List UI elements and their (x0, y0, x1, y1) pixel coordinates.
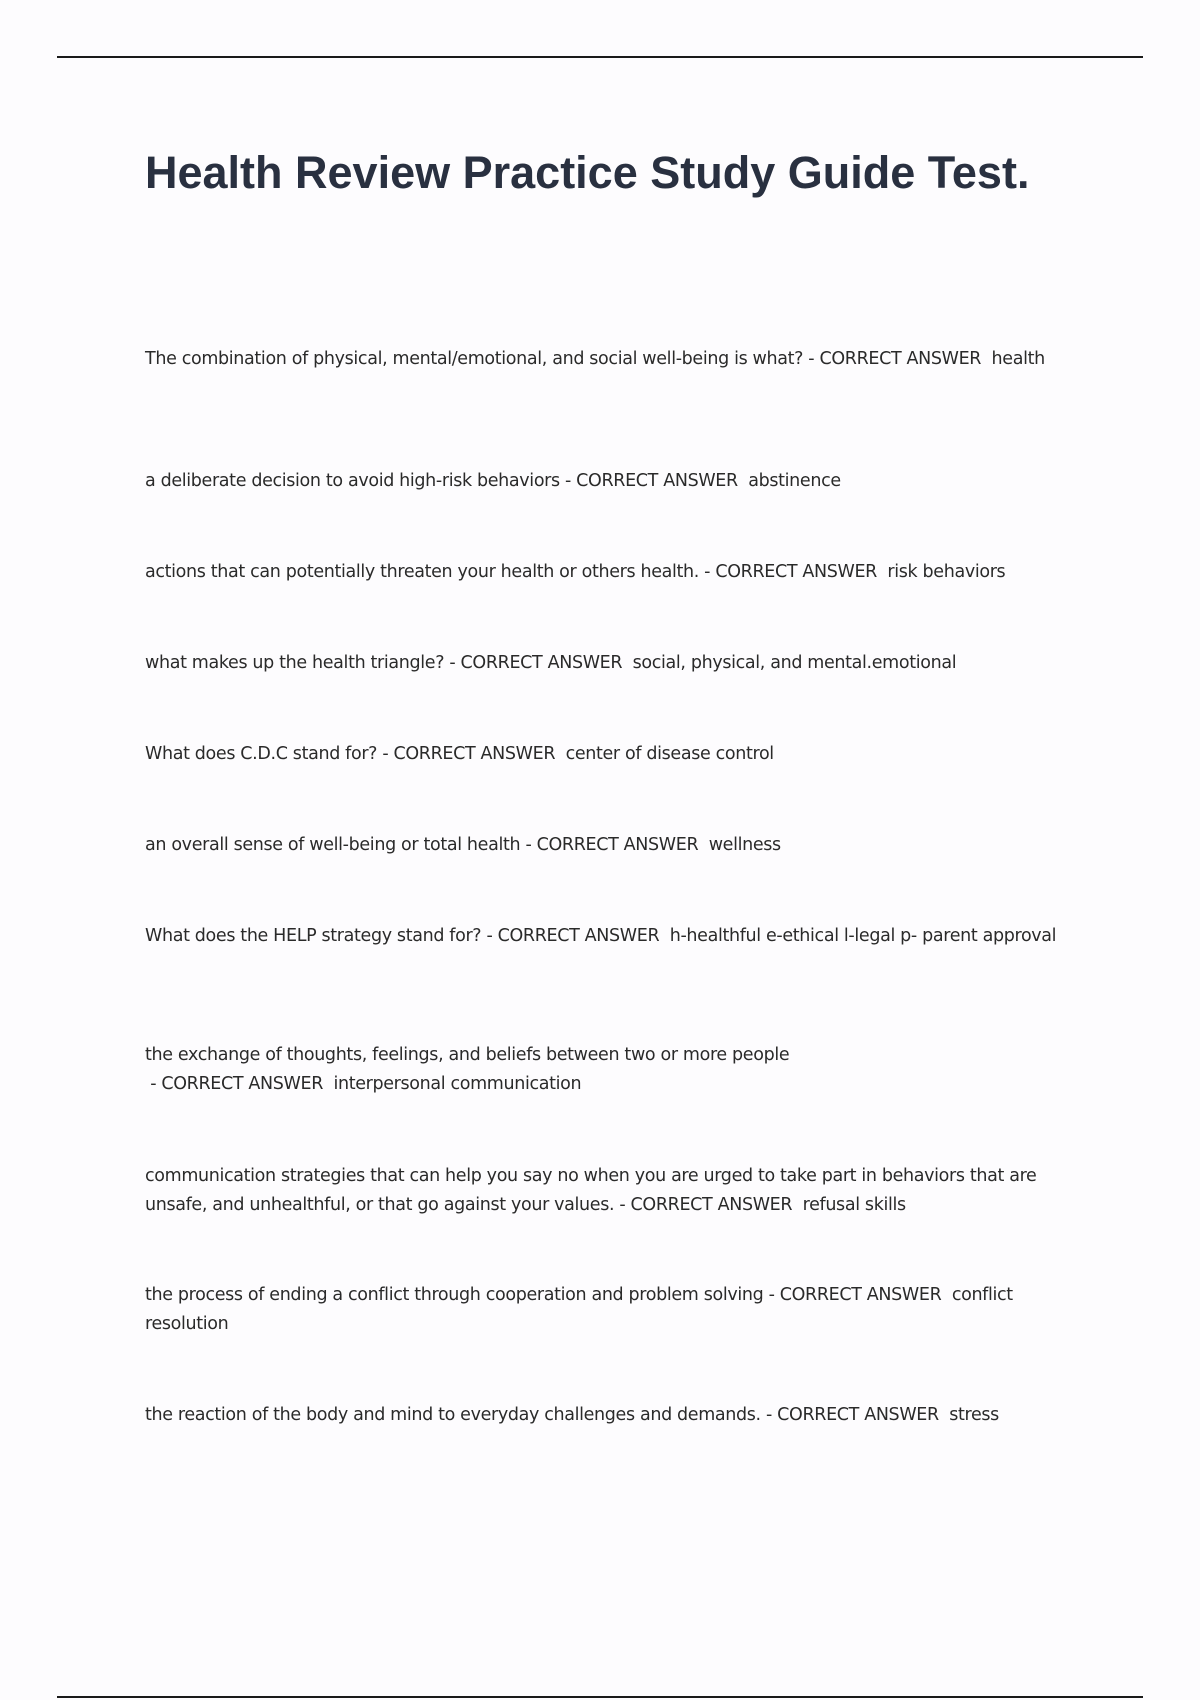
question-text: the process of ending a conflict through cooperation and problem solving (145, 1285, 764, 1305)
correct-answer-label: - CORRECT ANSWER (145, 1074, 334, 1094)
question-text: what makes up the health triangle? (145, 653, 445, 673)
qa-item (145, 345, 1075, 374)
answer-text: interpersonal communication (333, 1074, 582, 1094)
top-rule (57, 56, 1143, 58)
answer-text: health (991, 349, 1045, 369)
qa-item (145, 558, 1075, 587)
qa-item (145, 922, 1075, 951)
correct-answer-label: - CORRECT ANSWER (444, 653, 633, 673)
question-text: the reaction of the body and mind to everyday challenges and demands. (145, 1405, 761, 1425)
answer-text: center of disease control (565, 744, 774, 764)
bottom-rule (57, 1696, 1143, 1698)
answer-text: wellness (708, 835, 781, 855)
qa-item (145, 467, 1075, 496)
correct-answer-label: - CORRECT ANSWER (559, 471, 749, 491)
answer-text: refusal skills (802, 1195, 906, 1215)
correct-answer-label: - CORRECT ANSWER (763, 1285, 952, 1305)
question-text: actions that can potentially threaten your health or others health. (145, 562, 699, 582)
question-text: the exchange of thoughts, feelings, and beliefs between two or more people (145, 1045, 790, 1065)
qa-item (145, 1162, 1075, 1220)
qa-item (145, 649, 1075, 678)
answer-text: abstinence (748, 471, 841, 491)
qa-item (145, 1041, 1075, 1099)
correct-answer-label: - CORRECT ANSWER (698, 562, 888, 582)
answer-text: stress (949, 1405, 999, 1425)
question-text: a deliberate decision to avoid high-risk behaviors (145, 471, 560, 491)
qa-item (145, 740, 1075, 769)
page-title: Health Review Practice Study Guide Test. (145, 147, 1030, 198)
question-text: an overall sense of well-being or total health (145, 835, 521, 855)
correct-answer-label: - CORRECT ANSWER (520, 835, 709, 855)
question-text: communication strategies that can help you say no when you are urged to take part in behaviors that are unsafe, and unhealthful, or that go against your values. (145, 1166, 1037, 1215)
correct-answer-label: - CORRECT ANSWER (614, 1195, 803, 1215)
answer-text: social, physical, and mental.emotional (632, 653, 957, 673)
answer-text: conflict resolution (145, 1285, 1013, 1334)
question-text: The combination of physical, mental/emotional, and social well-being is what? (145, 349, 804, 369)
question-text: What does C.D.C stand for? (145, 744, 378, 764)
answer-text: risk behaviors (887, 562, 1006, 582)
correct-answer-label: - CORRECT ANSWER (803, 349, 992, 369)
correct-answer-label: - CORRECT ANSWER (481, 926, 670, 946)
qa-item (145, 1401, 1075, 1430)
answer-text: h-healthful e-ethical l-legal p- parent approval (669, 926, 1057, 946)
correct-answer-label: - CORRECT ANSWER (760, 1405, 950, 1425)
question-text: What does the HELP strategy stand for? (145, 926, 482, 946)
correct-answer-label: - CORRECT ANSWER (377, 744, 566, 764)
qa-item (145, 831, 1075, 860)
qa-item (145, 1281, 1075, 1339)
